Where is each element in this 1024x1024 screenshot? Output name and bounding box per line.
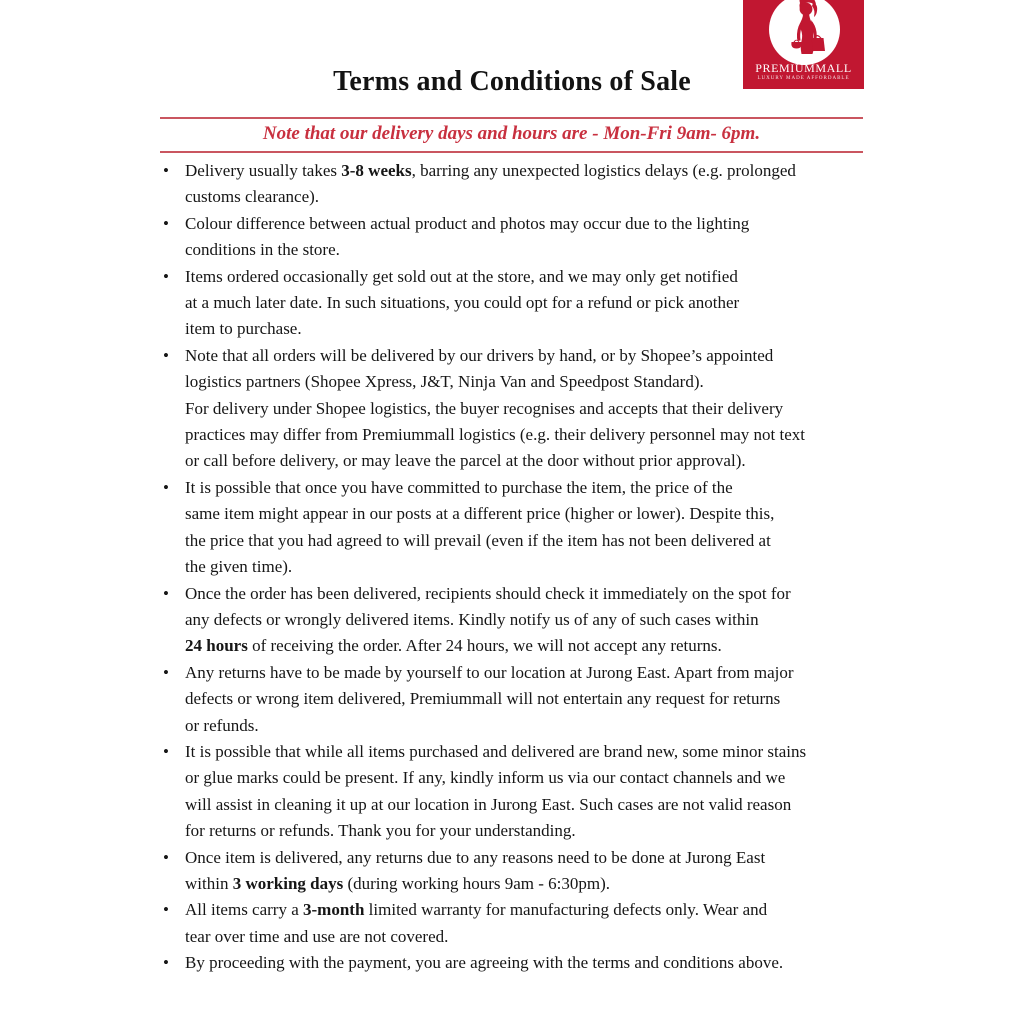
term-item: • Any returns have to be made by yourself to our location at Jurong East. Apart from major defects or wrong item delivered, Premiummall will not entertain any request for returns or refunds.	[160, 660, 872, 739]
term-item: • Once item is delivered, any returns due to any reasons need to be done at Jurong East within 3 working days (during working hours 9am - 6:30pm).	[160, 845, 872, 898]
terms-list	[160, 158, 872, 977]
term-item: • Colour difference between actual product and photos may occur due to the lighting conditions in the store.	[160, 211, 872, 264]
brand-logo	[743, 0, 864, 89]
term-item: • Delivery usually takes 3-8 weeks, barring any unexpected logistics delays (e.g. prolonged customs clearance).	[160, 158, 872, 211]
page-title: Terms and Conditions of Sale	[333, 66, 691, 97]
term-item: • Items ordered occasionally get sold out at the store, and we may only get notified at a much later date. In such situations, you could opt for a refund or pick another item to purchase.	[160, 264, 872, 343]
term-item: • It is possible that once you have committed to purchase the item, the price of the same item might appear in our posts at a different price (higher or lower). Despite this, the price that you had agreed to will prevail (even if the item has not been delivered at the given time).	[160, 475, 872, 581]
logo-circle	[769, 0, 840, 65]
term-item: • All items carry a 3-month limited warranty for manufacturing defects only. Wear and tear over time and use are not covered.	[160, 897, 872, 950]
delivery-notice-text: Note that our delivery days and hours are - Mon-Fri 9am- 6pm.	[262, 123, 761, 144]
delivery-notice-band	[160, 117, 863, 153]
term-item: • By proceeding with the payment, you are agreeing with the terms and conditions above.	[160, 950, 872, 976]
logo-tagline: LUXURY MADE AFFORDABLE	[757, 76, 850, 81]
term-item: • It is possible that while all items purchased and delivered are brand new, some minor stains or glue marks could be present. If any, kindly inform us via our contact channels and we will assist in cleaning it up at our location in Jurong East. Such cases are not valid reason for returns or refunds. Thank you for your understanding.	[160, 739, 872, 845]
logo-brand-name: PREMIUMMALL	[755, 61, 852, 75]
term-item: • Note that all orders will be delivered by our drivers by hand, or by Shopee’s appointed logistics partners (Shopee Xpress, J&T, Ninja Van and Speedpost Standard). For delivery under Shopee logistics, the buyer recognises and accepts that their delivery practices may differ from Premiummall logistics (e.g. their delivery personnel may not text or call before delivery, or may leave the parcel at the door without prior approval).	[160, 343, 872, 475]
term-item: • Once the order has been delivered, recipients should check it immediately on the spot for any defects or wrongly delivered items. Kindly notify us of any of such cases within 24 hours of receiving the order. After 24 hours, we will not accept any returns.	[160, 581, 872, 660]
